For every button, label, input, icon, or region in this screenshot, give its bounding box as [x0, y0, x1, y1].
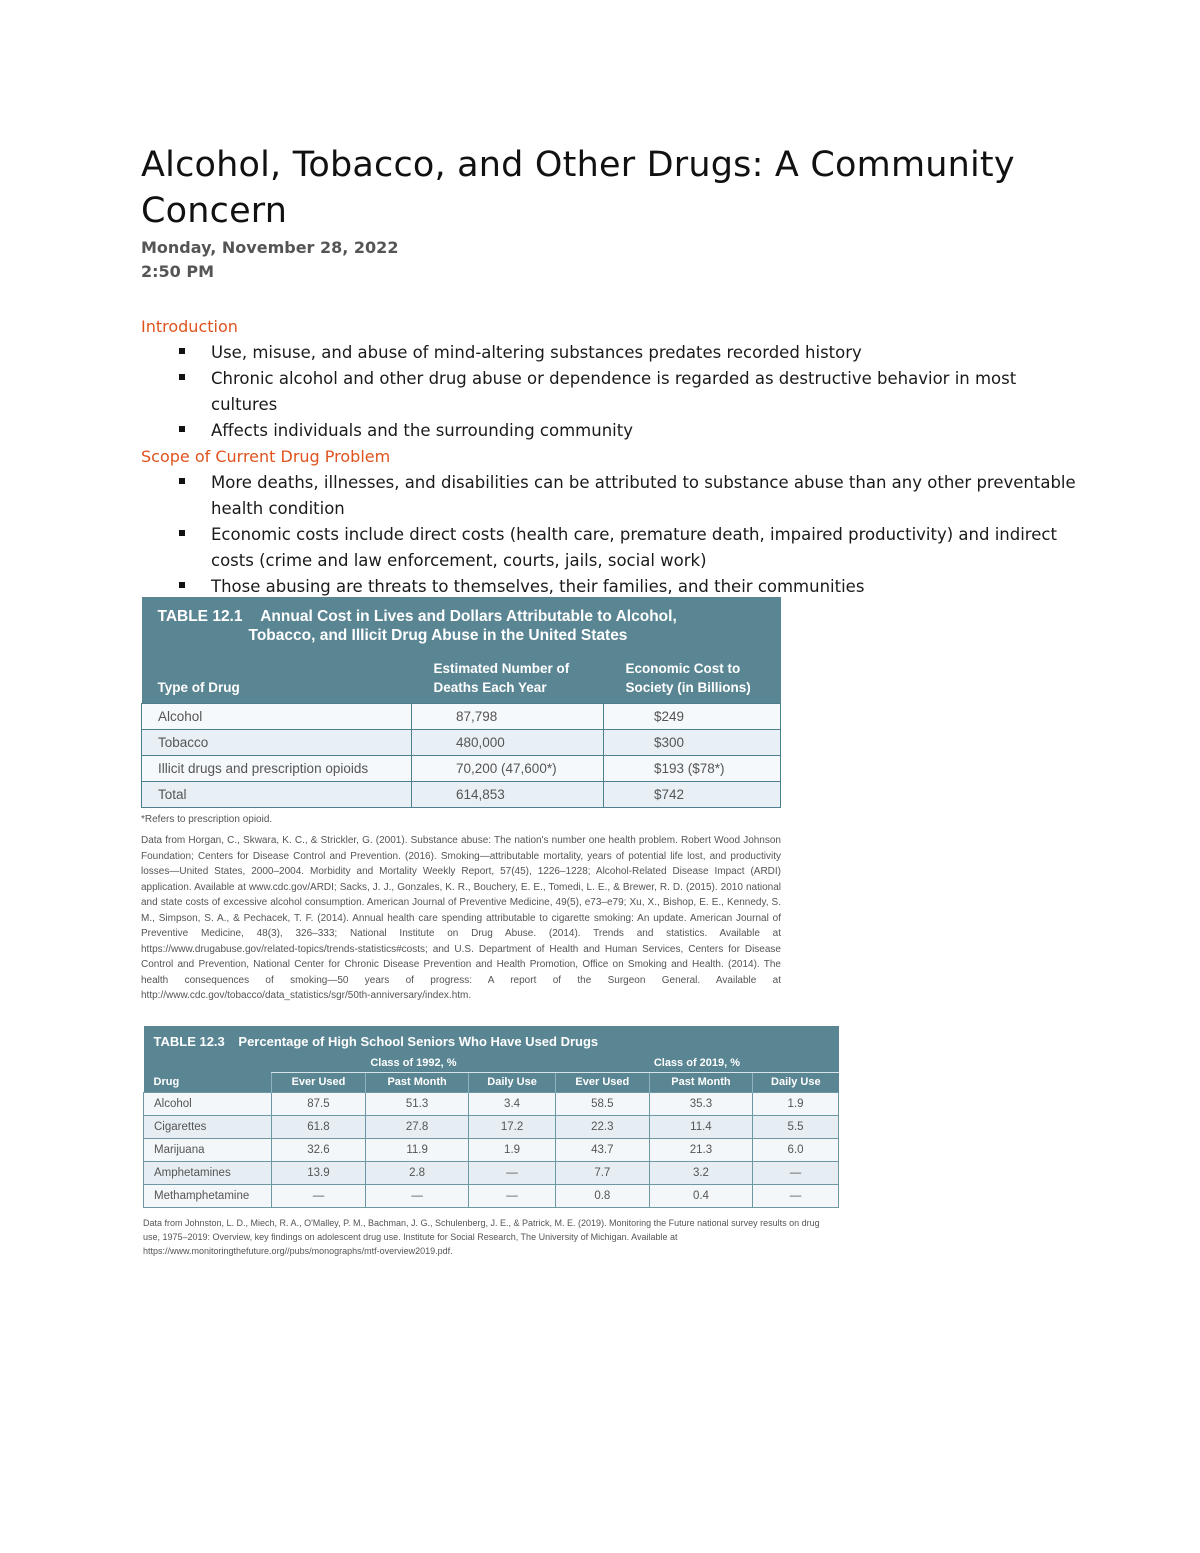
introduction-list	[141, 340, 1081, 444]
column-header: Daily Use	[469, 1073, 556, 1093]
group-header: Class of 2019, %	[555, 1055, 838, 1073]
list-item: Affects individuals and the surrounding community	[141, 418, 1081, 444]
note-date: Monday, November 28, 2022	[141, 238, 399, 257]
list-item: Use, misuse, and abuse of mind-altering substances predates recorded history	[141, 340, 1081, 366]
list-item: More deaths, illnesses, and disabilities can be attributed to substance abuse than any other preventable health condition	[141, 470, 1081, 522]
section-heading-scope: Scope of Current Drug Problem	[141, 447, 391, 466]
table-row: Cigarettes 61.8 27.8 17.2 22.3 11.4 5.5	[144, 1116, 839, 1139]
table-row: Alcohol 87.5 51.3 3.4 58.5 35.3 1.9	[144, 1093, 839, 1116]
column-header: Daily Use	[753, 1073, 839, 1093]
group-header: Class of 1992, %	[272, 1055, 556, 1073]
table-12-1-title: TABLE 12.1 Annual Cost in Lives and Dollars Attributable to Alcohol, Tobacco, and Illicit Drug Abuse in the United States	[157, 608, 677, 644]
list-item: Those abusing are threats to themselves, their families, and their communities	[141, 574, 1081, 600]
table-source: Data from Johnston, L. D., Miech, R. A., O'Malley, P. M., Bachman, J. G., Schulenberg, J. E., & Patrick, M. E. (2019). Monitoring the Future national survey results on drug use, 1975–2019: Overview, key findings on adolescent drug use. Institute for Social Research, The University of Michigan. Available at https://www.monitoringthefuture.org//pubs/monographs/mtf-overview2019.pdf.	[143, 1218, 820, 1256]
table-12-1-figure	[141, 597, 781, 1004]
note-page	[141, 142, 1081, 600]
table-number: TABLE 12.3	[153, 1034, 225, 1049]
table-source: Data from Horgan, C., Skwara, K. C., & Strickler, G. (2001). Substance abuse: The nation's number one health problem. Robert Wood Johnson Foundation; Centers for Disease Control and Prevention. (2016). Smoking—attributable mortality, years of potential life lost, and productivity losses—United States, 2000–2004. Morbidity and Mortality Weekly Report, 57(45), 1226–1228; Alcohol-Related Disease Impact (ARDI) application. Available at www.cdc.gov/ARDI; Sacks, J. J., Gonzales, K. R., Bouchery, E. E., Tomedi, L. E., & Brewer, R. D. (2015). 2010 national and state costs of excessive alcohol consumption. American Journal of Preventive Medicine, 49(5), e73–e79; Xu, X., Bishop, E. E., Kennedy, S. M., Simpson, S. A., & Pechacek, T. F. (2014). Annual health care spending attributable to cigarette smoking: An update. American Journal of Preventive Medicine, 48(3), 326–333; National Institute on Drug Abuse. (2014). Trends and statistics. Available at https://www.drugabuse.gov/related-topics/trends-statistics#costs; and U.S. Department of Health and Human Services, Centers for Disease Control and Prevention, National Center for Chronic Disease Prevention and Health Promotion, Office on Smoking and Health. (2014). The health consequences of smoking—50 years of progress: A report of the Surgeon General. Available at http://www.cdc.gov/tobacco/data_statistics/sgr/50th-anniversary/index.htm.	[141, 835, 781, 1001]
table-row: Alcohol 87,798 $249	[142, 704, 781, 730]
column-header: Type of Drug	[142, 659, 412, 704]
column-header: Ever Used	[555, 1073, 649, 1093]
table-row: Total 614,853 $742	[142, 782, 781, 808]
table-row: Illicit drugs and prescription opioids 70,200 (47,600*) $193 ($78*)	[142, 756, 781, 782]
table-12-1	[141, 597, 781, 808]
table-12-3-title: TABLE 12.3 Percentage of High School Seniors Who Have Used Drugs	[144, 1026, 839, 1055]
table-row: Tobacco 480,000 $300	[142, 730, 781, 756]
table-12-3	[143, 1026, 839, 1208]
table-row: Marijuana 32.6 11.9 1.9 43.7 21.3 6.0	[144, 1139, 839, 1162]
table-12-3-figure	[143, 1026, 839, 1258]
column-header: Estimated Number of Deaths Each Year	[412, 659, 604, 704]
list-item: Economic costs include direct costs (health care, premature death, impaired productivity) and indirect costs (crime and law enforcement, courts, jails, social work)	[141, 522, 1081, 574]
page-title: Alcohol, Tobacco, and Other Drugs: A Community Concern	[141, 145, 1015, 231]
list-item: Chronic alcohol and other drug abuse or dependence is regarded as destructive behavior in most cultures	[141, 366, 1081, 418]
column-header: Past Month	[649, 1073, 752, 1093]
column-header: Drug	[144, 1073, 272, 1093]
note-time: 2:50 PM	[141, 262, 215, 281]
table-footnote: *Refers to prescription opioid.	[141, 814, 273, 825]
column-header: Ever Used	[272, 1073, 366, 1093]
column-header: Past Month	[365, 1073, 468, 1093]
section-heading-introduction: Introduction	[141, 317, 238, 336]
table-number: TABLE 12.1	[157, 608, 243, 625]
table-row: Methamphetamine — — — 0.8 0.4 —	[144, 1185, 839, 1208]
table-row: Amphetamines 13.9 2.8 — 7.7 3.2 —	[144, 1162, 839, 1185]
column-header: Economic Cost to Society (in Billions)	[604, 659, 781, 704]
scope-list	[141, 470, 1081, 600]
